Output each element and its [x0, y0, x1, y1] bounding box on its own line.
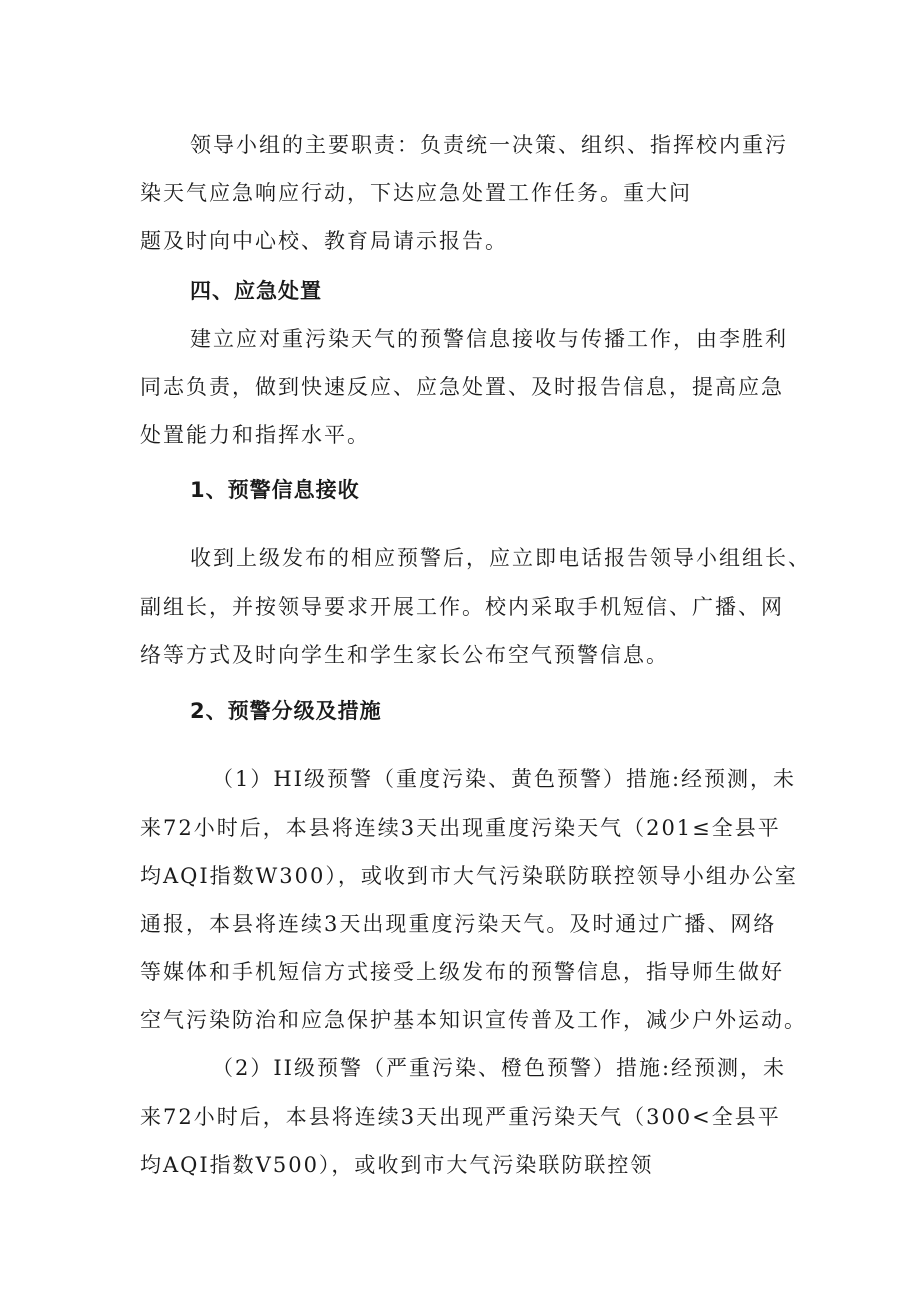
- text-line: 均AQI指数W300），或收到市大气污染联防联控领导小组办公室: [140, 864, 798, 888]
- text-line: （1）HI级预警（重度污染、黄色预警）措施:经预测，未: [212, 767, 797, 791]
- text-line: （2）II级预警（严重污染、橙色预警）措施:经预测，未: [212, 1056, 787, 1080]
- text-line: 建立应对重污染天气的预警信息接收与传播工作，由李胜利: [190, 327, 788, 351]
- text-line: 题及时向中心校、教育局请示报告。: [140, 229, 508, 253]
- text-line: 通报，本县将连续3天出现重度污染天气。及时通过广播、网络: [140, 912, 777, 936]
- subsection-heading-warning-reception: 1、预警信息接收: [190, 478, 360, 502]
- text-line: 空气污染防治和应急保护基本知识宣传普及工作，减少户外运动。: [140, 1008, 807, 1032]
- text-line: 收到上级发布的相应预警后，应立即电话报告领导小组组长、: [190, 546, 811, 570]
- text-line: 同志负责，做到快速反应、应急处置、及时报告信息，提高应急: [140, 375, 784, 399]
- section-heading-emergency-response: 四、应急处置: [190, 279, 322, 303]
- text-line: 染天气应急响应行动，下达应急处置工作任务。重大问: [140, 181, 692, 205]
- subsection-heading-warning-levels: 2、预警分级及措施: [190, 699, 382, 723]
- text-line: 均AQI指数V500），或收到市大气污染联防联控领: [140, 1153, 654, 1177]
- text-line: 络等方式及时向学生和学生家长公布空气预警信息。: [140, 643, 669, 667]
- text-line: 等媒体和手机短信方式接受上级发布的预警信息，指导师生做好: [140, 960, 784, 984]
- text-line: 来72小时后，本县将连续3天出现重度污染天气（201≤全县平: [140, 816, 781, 840]
- text-line: 处置能力和指挥水平。: [140, 423, 370, 447]
- text-line: 副组长，并按领导要求开展工作。校内采取手机短信、广播、网: [140, 595, 784, 619]
- text-line: 领导小组的主要职责：负责统一决策、组织、指挥校内重污: [190, 133, 788, 157]
- text-line: 来72小时后，本县将连续3天出现严重污染天气（300<全县平: [140, 1105, 781, 1129]
